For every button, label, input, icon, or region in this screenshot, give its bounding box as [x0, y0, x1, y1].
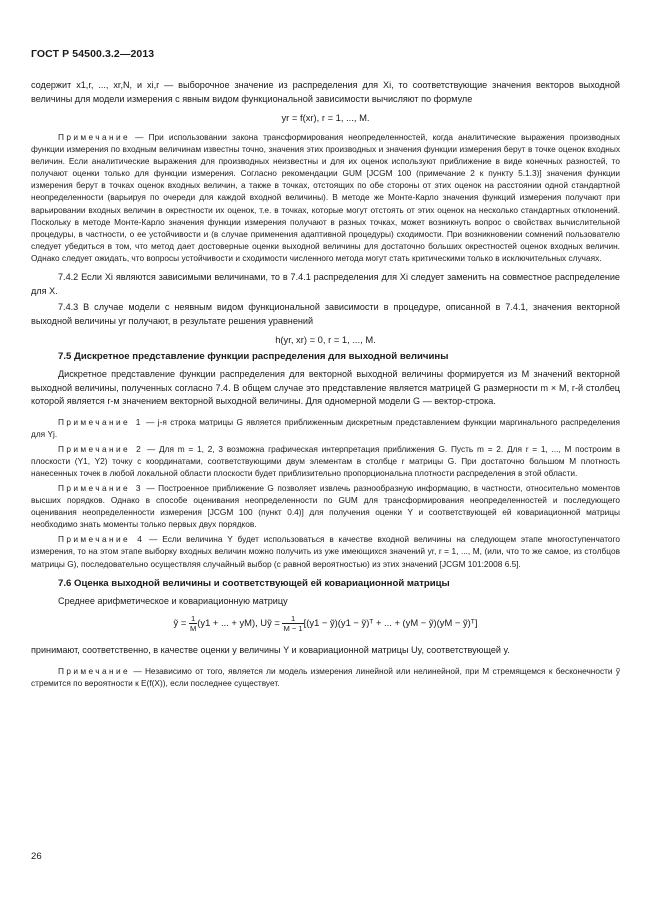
- note-2: [31, 443, 620, 479]
- note-text: — j-я строка матрицы G является приближенным дискретным представлением функции маргинального распределения для Yj.: [31, 416, 620, 439]
- note-text: — Для m = 1, 2, 3 возможна графическая интерпретация приближения G. Пусть m = 2. Для r = 1, ..., M построим в плоскости (Y1, Y2) точку с координатами, соответствующими двум элементам в столбце r матрицы G. При достаточно большом M плотность нанесенных точек в любой локальной области плоскости будет приблизительно пропорциональна плотности распределения в этой области.: [31, 443, 620, 478]
- note-label: Примечание 1: [58, 416, 143, 427]
- formula-mean-covariance: [31, 614, 620, 638]
- paragraph-accept: принимают, соответственно, в качестве оценки y величины Y и ковариационной матрицы Uy, соответствующей y.: [31, 645, 510, 656]
- note-main: [31, 131, 620, 264]
- note-label: Примечание: [58, 132, 131, 142]
- note-4: [31, 533, 620, 569]
- formula-sum-covariance: [(y1 − ỹ)(y1 − ỹ)ᵀ + ... + (yM − ỹ)(yM − ỹ)ᵀ]: [303, 617, 478, 629]
- paragraph-7-6: Среднее арифметическое и ковариационную матрицу: [58, 595, 288, 606]
- formula-lhs-mean: ỹ =: [173, 617, 187, 629]
- formula-explicit: yr = f(xr), r = 1, ..., M.: [281, 112, 370, 123]
- section-heading-7-5: 7.5 Дискретное представление функции распределения для выходной величины: [58, 351, 449, 363]
- note-label: Примечание 2: [58, 443, 144, 454]
- note-text: — При использовании закона трансформирования неопределенностей, когда аналитические выражения производных функции измерения по входным величинам известны точно, значения этих производных и значения функции измерения берут в точке оценок входных величин. Если аналитические выражения для производных неизвестны и для их оценок используют приближение в виде конечных разностей, то получают оценки только для функции измерения. Согласно рекомендации GUM [JCGM 100 (примечание 2 к пункту 5.1.3)] значения функции измерения берут в точках оценок входных величин, а также в точках, отстоящих по обе стороны от этих оценок на расстоянии одной стандартной неопределенности (варьируя по очереди для каждой входной величины). В методе же Монте-Карло значения функций измерения получают при варьировании входных величин в окрестности их оценок, т.е. в точках, которые могут отстоять от этих оценок на несколько стандартных отклонений. Поскольку в методе Монте-Карло значения функции измерения получают в разных точках, может возникнуть вопрос о свойствах вычислительной процедуры, в частности, о ее устойчивости и (в случае применения адаптивной процедуры) сходимости. При возникновении сомнений пользователю следует убедиться в том, что метод дает достоверные оценки выходной величины для достаточно больших окрестностей оценок входных величин. Однако следует ожидать, что вопросы устойчивости и сходимости численного метода могут стать критическими только в исключительных случаях.: [31, 132, 620, 263]
- note-1: [31, 416, 620, 440]
- note-final: [31, 665, 620, 689]
- fraction-1-over-m: $\frac{1}{M}$: [189, 614, 197, 634]
- page-number: 26: [31, 851, 42, 862]
- note-label: Примечание: [58, 665, 131, 676]
- paragraph-7-4-3: 7.4.3 В случае модели с неявным видом функциональной зависимости в процедуре, описанной в 7.4.1, значения векторной выходной величины yr получают, в результате решения уравнений: [31, 302, 620, 326]
- paragraph-7-5: Дискретное представление функции распределения для векторной выходной величины формируется из M значений векторной выходной величины, полученных согласно 7.4. В общем случае это представление является матрицей G размерности m × M, r-й столбец которой является r-м значением векторной выходной величины. Для одномерной модели G — вектор-строка.: [31, 369, 620, 407]
- fraction-1-over-m-minus-1: $\frac{1}{M - 1}$: [283, 614, 303, 634]
- note-text: — Построенное приближение G позволяет извлечь разнообразную информацию, в частности, относительно моментов высших порядков. Однако в способе оценивания неопределенности по GUM для трансформирования неопределенностей и последующего оценивания неопределенности измерения [JCGM 100 (пункт 0.4)] для получения оценки Y и соответствующей ей ковариационной матрицы необходимо знать моменты только первых двух порядков.: [31, 483, 620, 530]
- note-label: Примечание 4: [58, 534, 145, 545]
- note-text: — Если величина Y будет использоваться в качестве входной величины на следующем этапе многоступенчатого измерения, то на этом этапе выборку входных величин можно получить из уже имеющихся значений yr, r = 1, ..., M, (или, что то же самое, из столбцов матрицы G), последовательно осуществляя случайный выбор (с равной вероятностью) из этих значений [JCGM 101:2008 6.5].: [31, 534, 620, 569]
- formula-sum-mean: (y1 + ... + yM), Uỹ =: [197, 617, 280, 629]
- paragraph-7-4-2: 7.4.2 Если Xi являются зависимыми величинами, то в 7.4.1 распределения для Xi следует заменить на совместное распределение для X.: [31, 272, 620, 296]
- formula-implicit: h(yr, xr) = 0, r = 1, ..., M.: [275, 334, 376, 346]
- note-label: Примечание 3: [58, 483, 143, 493]
- section-heading-7-6: 7.6 Оценка выходной величины и соответствующей ей ковариационной матрицы: [58, 577, 450, 589]
- note-3: [31, 482, 620, 530]
- paragraph-intro: содержит x1,r, ..., xr,N, и xi,r — выборочное значение из распределения для Xi, то соответствующие значения векторов выходной величины для модели измерения с явным видом функциональной зависимости вычисляют по формуле: [31, 80, 620, 104]
- document-body: [31, 79, 620, 689]
- note-text: — Независимо от того, является ли модель измерения линейной или нелинейной, при M стремящемся к бесконечности ỹ стремится по вероятности к E(f(X)), если последнее существует.: [31, 665, 620, 688]
- document-header: ГОСТ Р 54500.3.2—2013: [31, 48, 155, 60]
